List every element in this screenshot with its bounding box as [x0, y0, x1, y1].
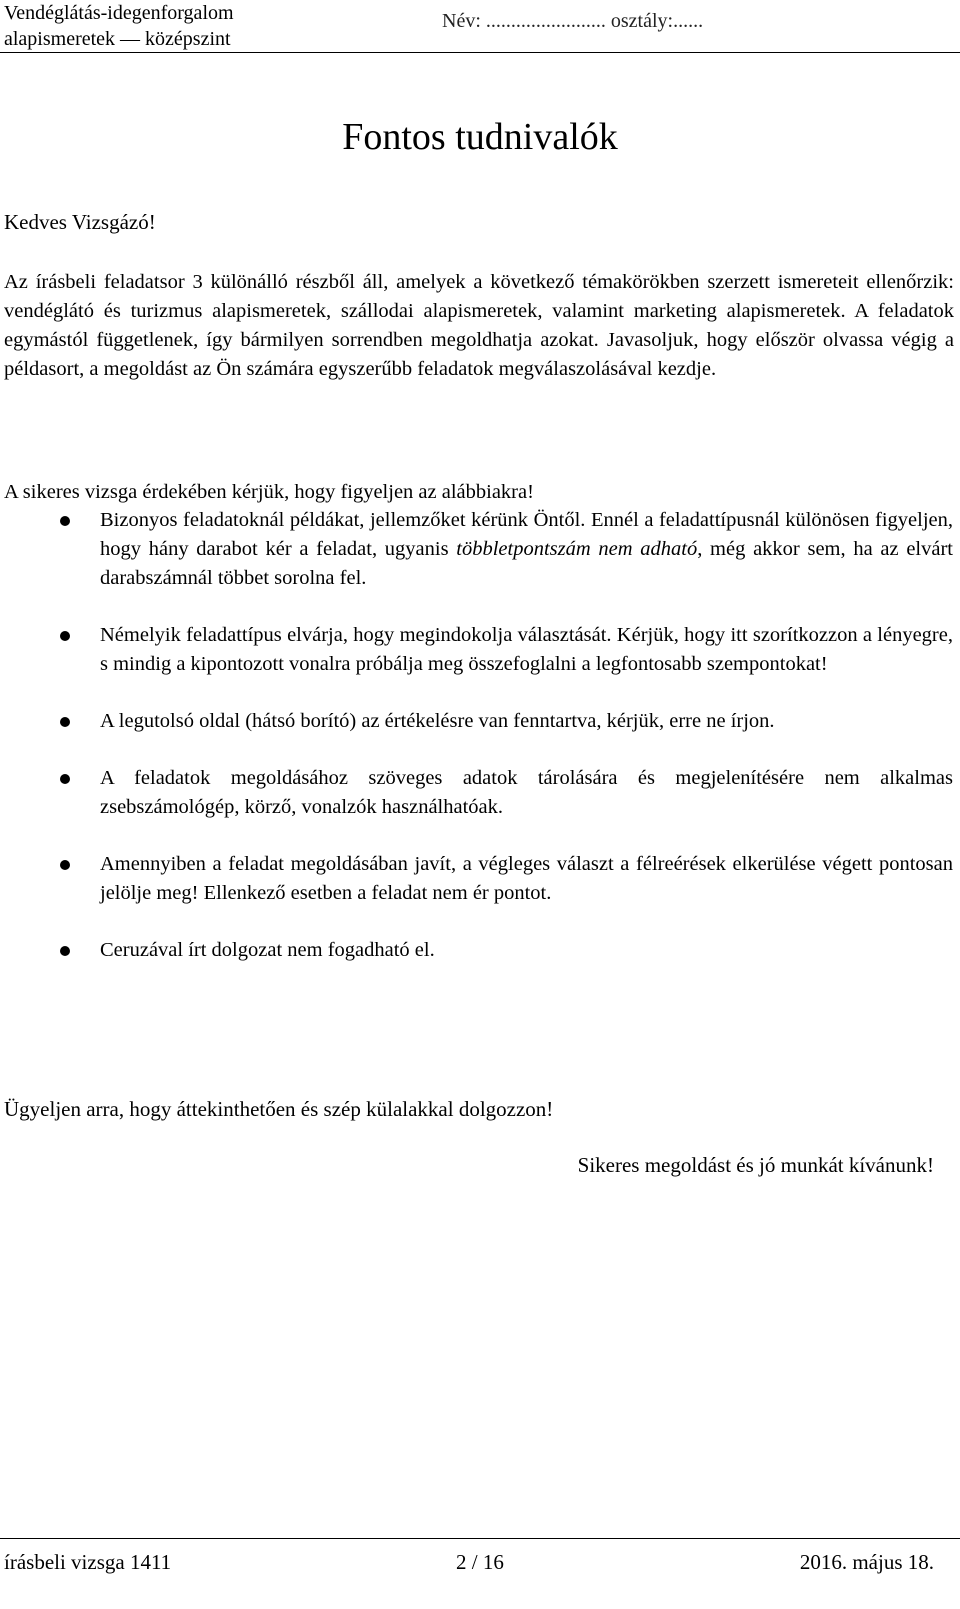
name-class-field: Név: ........................ osztály:......: [442, 10, 704, 32]
subject-line-1: Vendéglátás-idegenforgalom: [4, 2, 234, 24]
bullet-text: Némelyik feladattípus elvárja, hogy megindokolja választását. Kérjük, hogy itt szorítkozzon a lényegre, s mindig a kipontozott vonalra próbálja meg összefoglalni a legfontosabb szempontokat!: [100, 624, 953, 675]
footer-divider: [0, 1538, 960, 1539]
bullet-icon: [60, 631, 70, 641]
bullet-icon: [60, 860, 70, 870]
bullet-text: Bizonyos feladatoknál példákat, jellemzőket kérünk Öntől. Ennél a feladattípusnál különösen figyeljen, hogy hány darabot kér a feladat, ugyanis: [100, 509, 953, 560]
list-item: [0, 506, 953, 593]
instructions-list: [0, 506, 960, 965]
good-luck-note: Sikeres megoldást és jó munkát kívánunk!: [577, 1153, 934, 1177]
bullet-text: A legutolsó oldal (hátsó borító) az értékelésre van fenntartva, kérjük, erre ne írjon.: [100, 710, 775, 732]
bullet-icon: [60, 946, 70, 956]
bullet-icon: [60, 516, 70, 526]
bullet-icon: [60, 774, 70, 784]
list-item: [0, 936, 953, 965]
intro-paragraph: Az írásbeli feladatsor 3 különálló részből áll, amelyek a következő témakörökben szerzett ismereteit ellenőrzik: vendéglátó és turizmus alapismeretek, szállodai alapismeretek, valamint marketing alapismeretek. A feladatok egymástól függetlenek, így bármilyen sorrendben megoldhatja azokat. Javasoljuk, hogy először olvassa végig a példasort, a megoldást az Ön számára egyszerűbb feladatok megválaszolásával kezdje.: [4, 271, 954, 380]
bullet-emphasis: többletpontszám nem adható: [456, 538, 698, 560]
page-footer: [0, 1548, 960, 1578]
page-header: [0, 0, 960, 52]
bullet-text: , még akkor sem, ha az elvárt darabszámnál többet sorolna fel.: [100, 538, 953, 589]
list-item: [0, 764, 953, 822]
closing-note: Ügyeljen arra, hogy áttekinthetően és szép külalakkal dolgozzon!: [4, 1097, 554, 1121]
list-item: [0, 621, 953, 679]
bullet-text: Amennyiben a feladat megoldásában javít, a végleges választ a félreérések elkerülése végett pontosan jelölje meg! Ellenkező esetben a feladat nem ér pontot.: [100, 853, 953, 904]
subject-heading: [4, 0, 234, 52]
subject-line-2: alapismeretek — középszint: [4, 28, 231, 50]
exam-date: 2016. május 18.: [799, 1550, 934, 1574]
bullet-text: A feladatok megoldásához szöveges adatok tárolására és megjelenítésére nem alkalmas zsebszámológép, körző, vonalzók használhatóak.: [100, 767, 953, 818]
list-item: [0, 850, 953, 908]
list-item: [0, 707, 953, 736]
header-divider: [0, 52, 960, 53]
exam-code: írásbeli vizsga 1411: [4, 1550, 172, 1574]
bullet-text: Ceruzával írt dolgozat nem fogadható el.: [100, 939, 435, 961]
page-title: Fontos tudnivalók: [342, 116, 618, 158]
bullet-icon: [60, 717, 70, 727]
page-number: 2 / 16: [456, 1550, 504, 1574]
greeting: Kedves Vizsgázó!: [4, 210, 156, 234]
instructions-lead: A sikeres vizsga érdekében kérjük, hogy figyeljen az alábbiakra!: [4, 481, 534, 503]
